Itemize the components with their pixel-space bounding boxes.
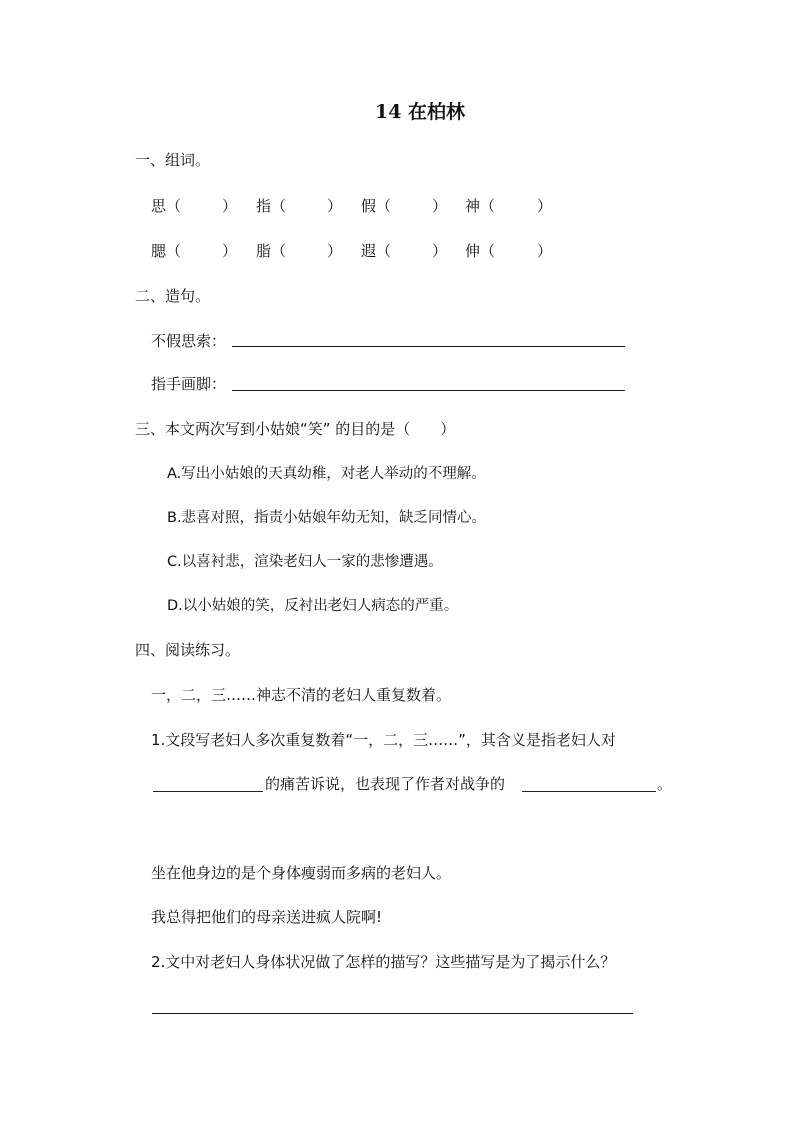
choice-c: C.以喜衬悲，渲染老妇人一家的悲惨遭遇。 [167, 554, 443, 570]
word-bracket: ） [222, 242, 238, 260]
question-1-middle: 的痛苦诉说，也表现了作者对战争的 [265, 775, 506, 793]
section-1-heading: 一、组词。 [135, 151, 211, 169]
answer-line[interactable] [152, 1013, 633, 1014]
passage-2b: 我总得把他们的母亲送进疯人院啊! [151, 908, 383, 926]
word-bracket: ） [537, 197, 553, 215]
word-item: 脂（ [256, 242, 287, 260]
word-bracket: ） [327, 242, 343, 260]
word-bracket: ） [432, 242, 448, 260]
page-title: 14 在柏林 [374, 101, 466, 123]
choice-b: B.悲喜对照，指责小姑娘年幼无知，缺乏同情心。 [167, 510, 487, 526]
section-2-heading: 二、造句。 [135, 287, 211, 305]
word-item: 遐（ [361, 242, 392, 260]
word-item: 指（ [256, 197, 287, 215]
choice-a: A.写出小姑娘的天真幼稚，对老人举动的不理解。 [167, 466, 486, 482]
word-item: 腮（ [151, 242, 182, 260]
sentence-prompt: 不假思索： [151, 332, 227, 350]
question-2: 2.文中对老妇人身体状况做了怎样的描写？这些描写是为了揭示什么？ [151, 953, 616, 971]
word-item: 神（ [465, 197, 496, 215]
question-1-end: 。 [657, 775, 673, 793]
answer-line[interactable] [522, 791, 656, 792]
answer-line[interactable] [232, 346, 625, 347]
section-4-heading: 四、阅读练习。 [135, 641, 241, 659]
sentence-prompt: 指手画脚： [151, 375, 227, 393]
choice-d: D.以小姑娘的笑，反衬出老妇人病态的严重。 [167, 598, 459, 614]
question-1: 1.文段写老妇人多次重复数着“一，二，三……”，其含义是指老妇人对 [151, 731, 616, 749]
answer-line[interactable] [153, 791, 263, 792]
word-bracket: ） [432, 197, 448, 215]
section-3-heading: 三、本文两次写到小姑娘“笑” 的目的是（ ） [135, 420, 456, 438]
word-item: 思（ [151, 197, 182, 215]
word-item: 假（ [361, 197, 392, 215]
word-bracket: ） [222, 197, 238, 215]
passage-2a: 坐在他身边的是个身体瘦弱而多病的老妇人。 [151, 864, 452, 882]
word-item: 伸（ [465, 242, 496, 260]
passage-1: 一，二，三……神志不清的老妇人重复数着。 [151, 686, 452, 704]
answer-line[interactable] [232, 390, 625, 391]
word-bracket: ） [327, 197, 343, 215]
word-bracket: ） [537, 242, 553, 260]
